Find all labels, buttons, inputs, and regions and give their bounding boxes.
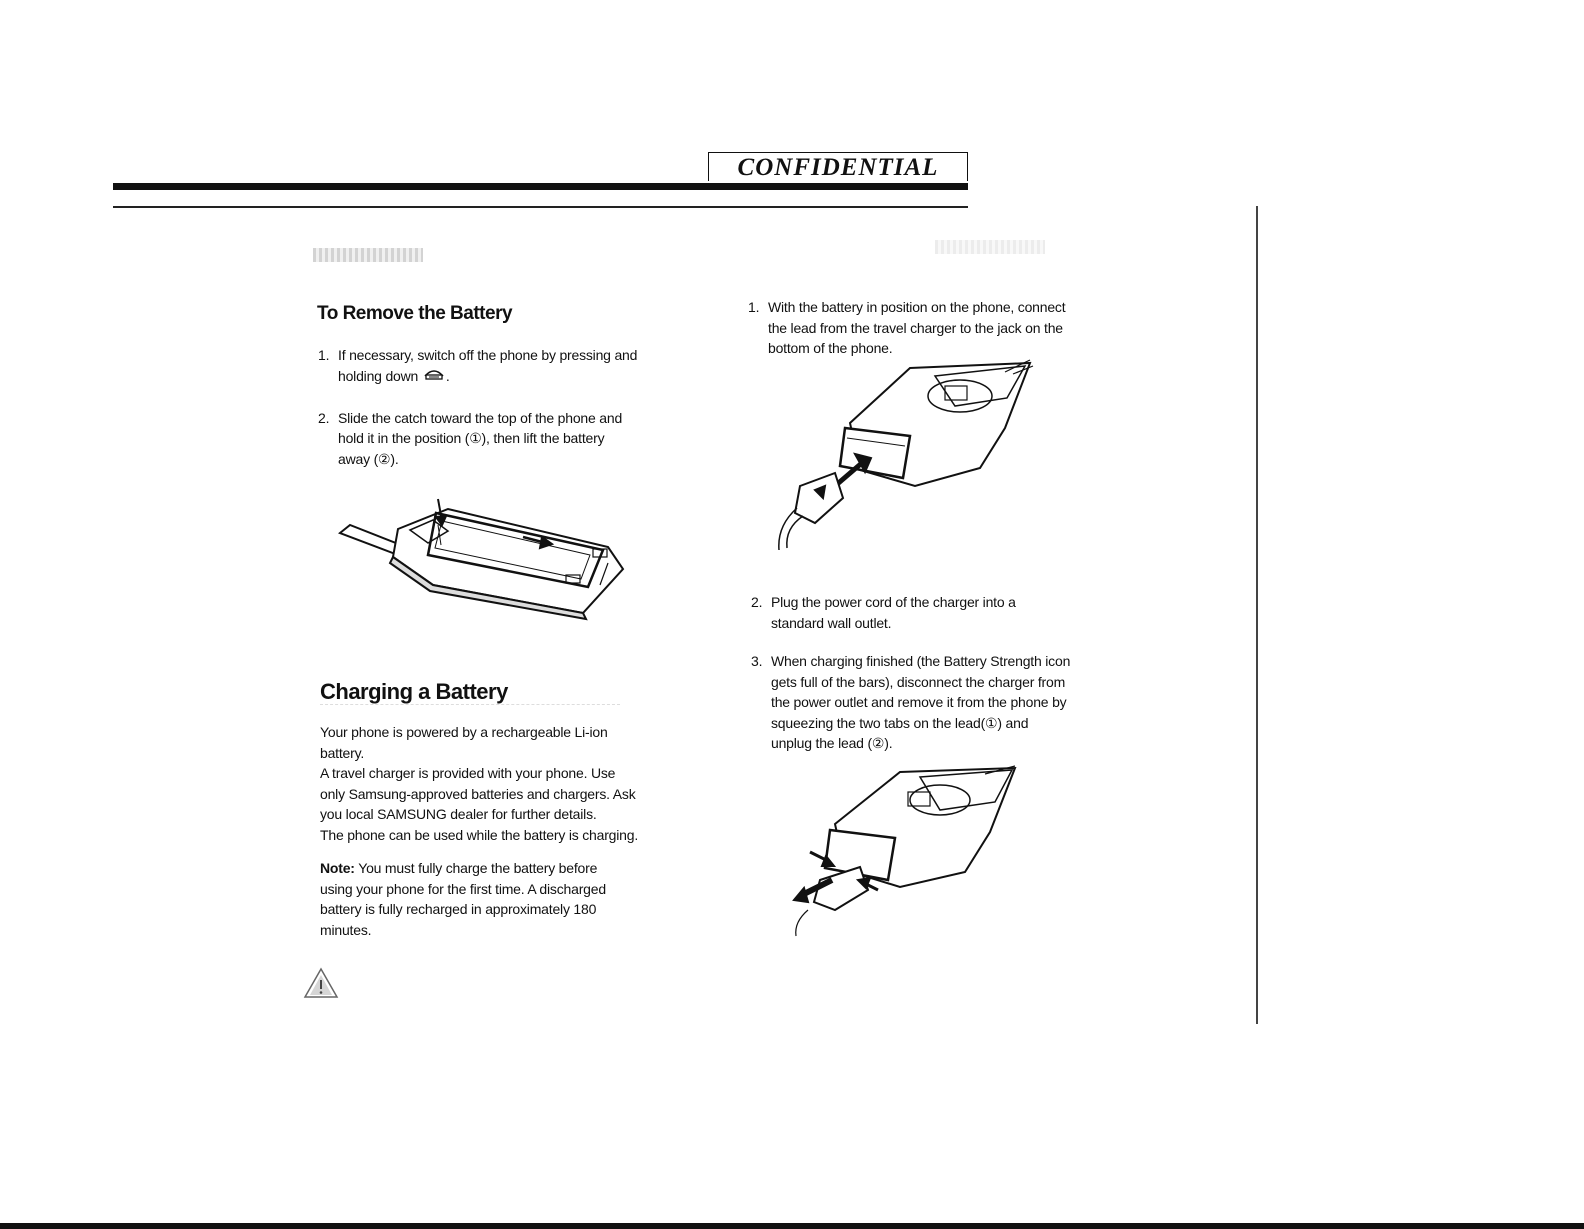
remove-battery-illustration [338, 495, 628, 625]
note-text: You must fully charge the battery before using your phone for the first time. A discharged battery is fully recharged in approximately 180 minutes. [320, 860, 606, 938]
step-number: 1. [318, 347, 330, 363]
end-key-icon [422, 366, 446, 388]
step-text: When charging finished (the Battery Strength icon gets full of the bars), disconnect the charger from the power outlet and remove it from the phone by squeezing the two tabs on the lead(①) and unplug the lead (②). [771, 653, 1071, 751]
confidential-stamp: CONFIDENTIAL [708, 152, 968, 181]
charging-battery-heading: Charging a Battery [320, 679, 508, 704]
list-item [751, 651, 1071, 754]
remove-battery-heading: To Remove the Battery [317, 303, 513, 324]
step-text-end: . [445, 367, 450, 384]
header-rule-thin [113, 206, 968, 208]
faded-header-right [935, 240, 1045, 254]
paragraph: A travel charger is provided with your phone. Use only Samsung-approved batteries and chargers. Ask you local SAMSUNG dealer for further details. [320, 765, 636, 822]
header-rule-thick [113, 183, 968, 190]
heading-divider [320, 704, 620, 705]
step-number: 3. [751, 653, 763, 669]
warning-triangle-icon [303, 967, 339, 999]
scan-bottom-edge [0, 1223, 1584, 1229]
charging-steps-top [748, 297, 1068, 359]
connect-charger-illustration [775, 358, 1040, 553]
note-label: Note: [320, 860, 355, 876]
list-item [318, 408, 638, 470]
list-item [318, 345, 638, 388]
disconnect-charger-illustration [790, 762, 1030, 937]
list-item [748, 297, 1068, 359]
remove-steps [318, 345, 638, 489]
step-text: Slide the catch toward the top of the phone and hold it in the position (①), then lift the battery away (②). [338, 409, 623, 467]
step-text: With the battery in position on the phone, connect the lead from the travel charger to the jack on the bottom of the phone. [768, 299, 1066, 356]
paragraph: Your phone is powered by a rechargeable Li-ion battery. [320, 724, 608, 761]
charging-steps-bottom [751, 592, 1071, 772]
step-text: Plug the power cord of the charger into a standard wall outlet. [771, 594, 1016, 631]
step-number: 1. [748, 299, 760, 315]
charging-note [320, 858, 620, 940]
list-item [751, 592, 1071, 633]
step-number: 2. [751, 594, 763, 610]
charging-intro [320, 722, 640, 845]
faded-header-left [313, 248, 423, 262]
step-text: If necessary, switch off the phone by pressing and holding down [338, 347, 638, 384]
step-number: 2. [318, 409, 330, 426]
page-edge-line [1256, 206, 1258, 1024]
paragraph: The phone can be used while the battery is charging. [320, 826, 639, 843]
